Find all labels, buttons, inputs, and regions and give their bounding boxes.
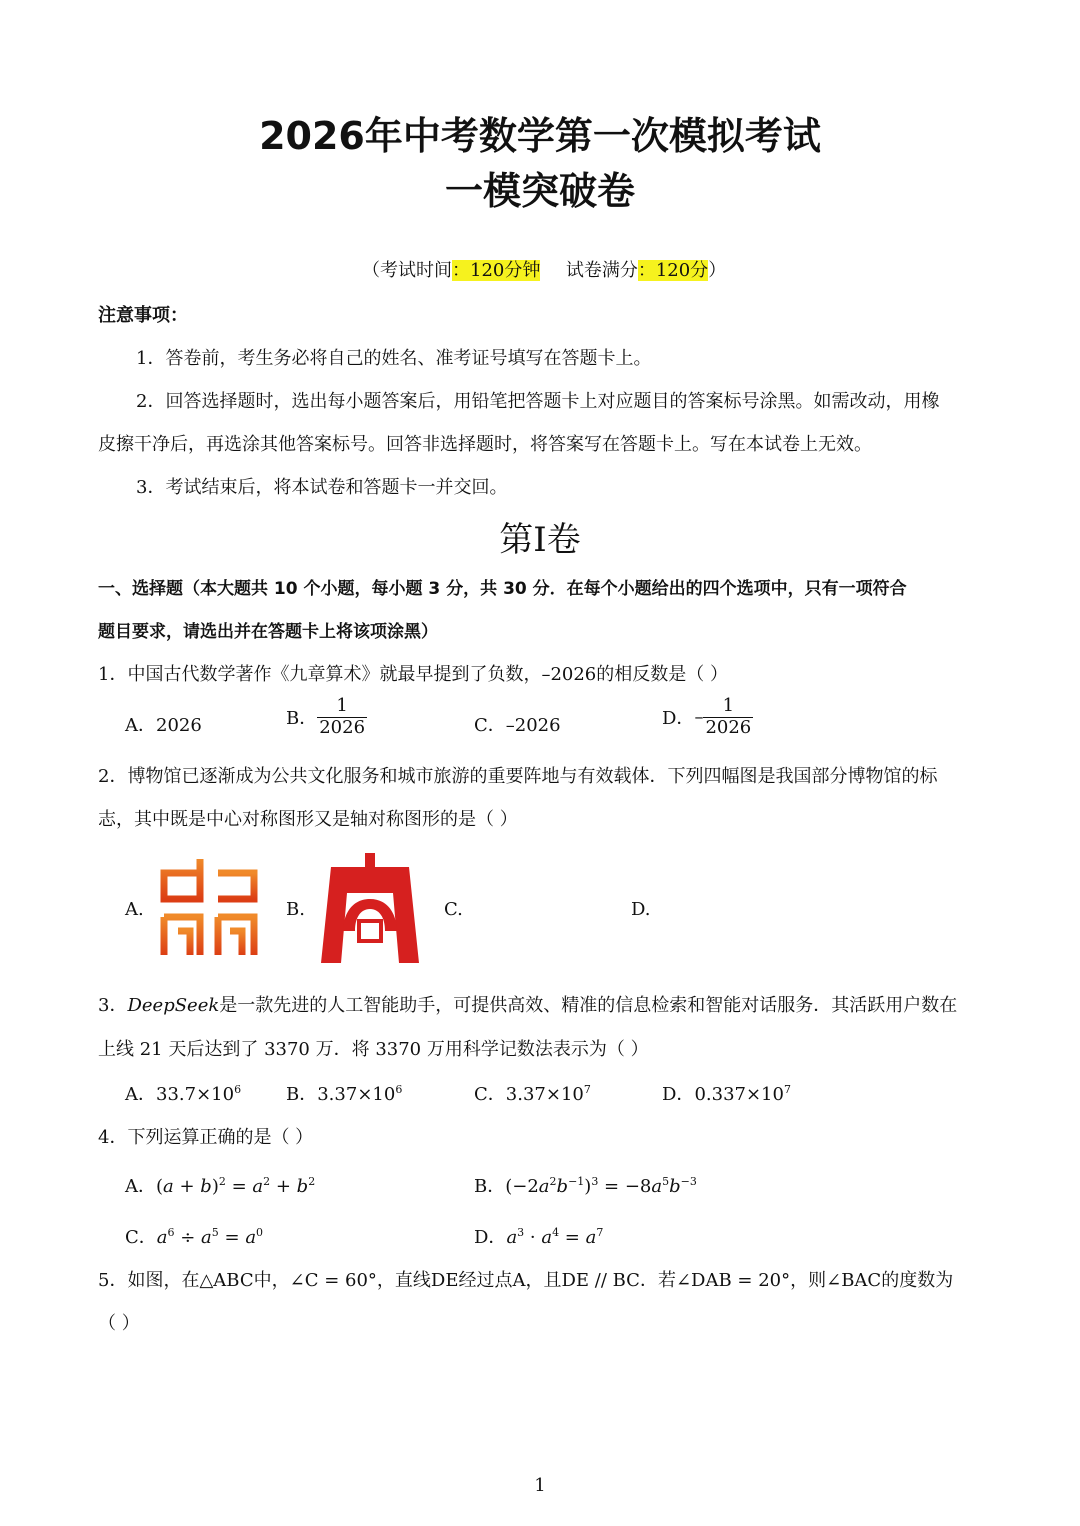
q1-b-label: B．	[286, 708, 318, 730]
q5-line2: （ ）	[98, 1313, 140, 1334]
q1-option-c: C．–2026	[474, 715, 561, 736]
q3-d-exp: 7	[783, 1083, 791, 1096]
exam-info	[362, 256, 726, 282]
q3-option-d	[662, 1080, 791, 1106]
notes-heading: 注意事项：	[98, 305, 188, 326]
q3-option-b	[286, 1080, 402, 1106]
q1-d-sign: –	[694, 706, 704, 728]
q4-option-a	[125, 1172, 315, 1198]
q3-b-exp: 6	[395, 1083, 403, 1096]
q3-line1-rest: 是一款先进的人工智能助手，可提供高效、精准的信息检索和智能对话服务．其活跃用户数在	[219, 995, 958, 1016]
q4-option-c	[125, 1223, 263, 1249]
q1-d-den: 2026	[705, 716, 752, 738]
q1-stem: 1．中国古代数学著作《九章算术》就最早提到了负数，–2026的相反数是（ ）	[98, 664, 728, 685]
q3-c-label: C．	[474, 1084, 506, 1105]
q3-b-base: 3.37×10	[317, 1084, 396, 1105]
q3-a-label: A．	[125, 1084, 156, 1105]
q1-d-num: 1	[703, 696, 753, 718]
page-number: 1	[534, 1475, 546, 1496]
q3-option-c	[474, 1080, 591, 1106]
q5-line1: 5．如图，在△ABC中，∠C = 60°，直线DE经过点A，且DE // BC．若∠DAB = 20°，则∠BAC的度数为	[98, 1270, 954, 1291]
q3-num: 3．	[98, 995, 128, 1016]
score-value: ：120分	[637, 260, 709, 281]
q3-c-base: 3.37×10	[505, 1084, 584, 1105]
q3-a-exp: 6	[234, 1083, 242, 1096]
q1-b-num: 1	[317, 696, 367, 718]
q1-b-den: 2026	[319, 716, 366, 738]
q4-stem: 4．下列运算正确的是（ ）	[98, 1127, 314, 1148]
info-close: ）	[708, 260, 727, 281]
section-title: 第I卷	[499, 520, 581, 560]
q1-d-label: D．	[662, 708, 695, 730]
exam-title: 2026年中考数学第一次模拟考试	[259, 114, 821, 158]
q2-option-b: B.	[286, 899, 305, 920]
time-value: ：120分钟	[452, 260, 541, 281]
q2-line2: 志，其中既是中心对称图形又是轴对称图形的是（ ）	[98, 809, 518, 830]
q3-line1	[98, 991, 957, 1017]
q1-option-d	[662, 696, 753, 738]
q4-a-expr: $(a + b)^2 = a^2 + b^2$	[156, 1175, 316, 1197]
q4-option-b	[474, 1172, 697, 1198]
q3-d-base: 0.337×10	[694, 1084, 784, 1105]
q1-option-a: A．2026	[125, 715, 202, 736]
note-item-2-line2: 皮擦干净后，再选涂其他答案标号。回答非选择题时，将答案写在答题卡上。写在本试卷上无效。	[98, 434, 872, 455]
q4-option-d	[474, 1223, 603, 1249]
q2-option-d: D.	[631, 899, 651, 920]
q3-option-a	[125, 1080, 241, 1106]
note-item-2-line1: 2．回答选择题时，选出每小题答案后，用铅笔把答题卡上对应题目的答案标号涂黑。如需改动，用橡	[136, 391, 940, 412]
score-label: 试卷满分	[565, 260, 638, 281]
q3-d-label: D．	[662, 1084, 695, 1105]
museum-logo-b-image	[321, 853, 419, 963]
q2-line1: 2．博物馆已逐渐成为公共文化服务和城市旅游的重要阵地与有效载体．下列四幅图是我国部分博物馆的标	[98, 766, 938, 787]
q1-option-b	[286, 696, 367, 738]
q4-c-label: C．	[125, 1227, 157, 1248]
q2-option-c: C.	[444, 899, 463, 920]
q3-b-label: B．	[286, 1084, 318, 1105]
time-label: （考试时间	[362, 260, 452, 281]
note-item-3: 3．考试结束后，将本试卷和答题卡一并交回。	[136, 477, 508, 498]
q4-b-label: B．	[474, 1176, 506, 1197]
exam-subtitle: 一模突破卷	[444, 169, 635, 213]
section1-line2: 题目要求，请选出并在答题卡上将该项涂黑）	[98, 622, 438, 642]
q3-a-base: 33.7×10	[156, 1084, 235, 1105]
q4-d-label: D．	[474, 1227, 507, 1248]
note-item-1: 1．答卷前，考生务必将自己的姓名、准考证号填写在答题卡上。	[136, 348, 652, 369]
q4-d-expr: $a^3 \cdot a^4 = a^7$	[506, 1226, 604, 1248]
section1-line1: 一、选择题（本大题共 10 个小题，每小题 3 分，共 30 分．在每个小题给出的四个选项中，只有一项符合	[98, 579, 907, 599]
q4-b-expr: $(-2a^2b^{-1})^3 = -8a^5b^{-3}$	[505, 1175, 697, 1197]
q4-c-expr: $a^6 \div a^5 = a^0$	[156, 1226, 264, 1248]
q3-line2: 上线 21 天后达到了 3370 万．将 3370 万用科学记数法表示为（ ）	[98, 1039, 649, 1060]
q3-c-exp: 7	[583, 1083, 591, 1096]
q2-option-a: A.	[125, 899, 144, 920]
museum-logo-a-image	[160, 855, 258, 961]
q4-a-label: A．	[125, 1176, 156, 1197]
q3-brand: DeepSeek	[127, 995, 220, 1016]
